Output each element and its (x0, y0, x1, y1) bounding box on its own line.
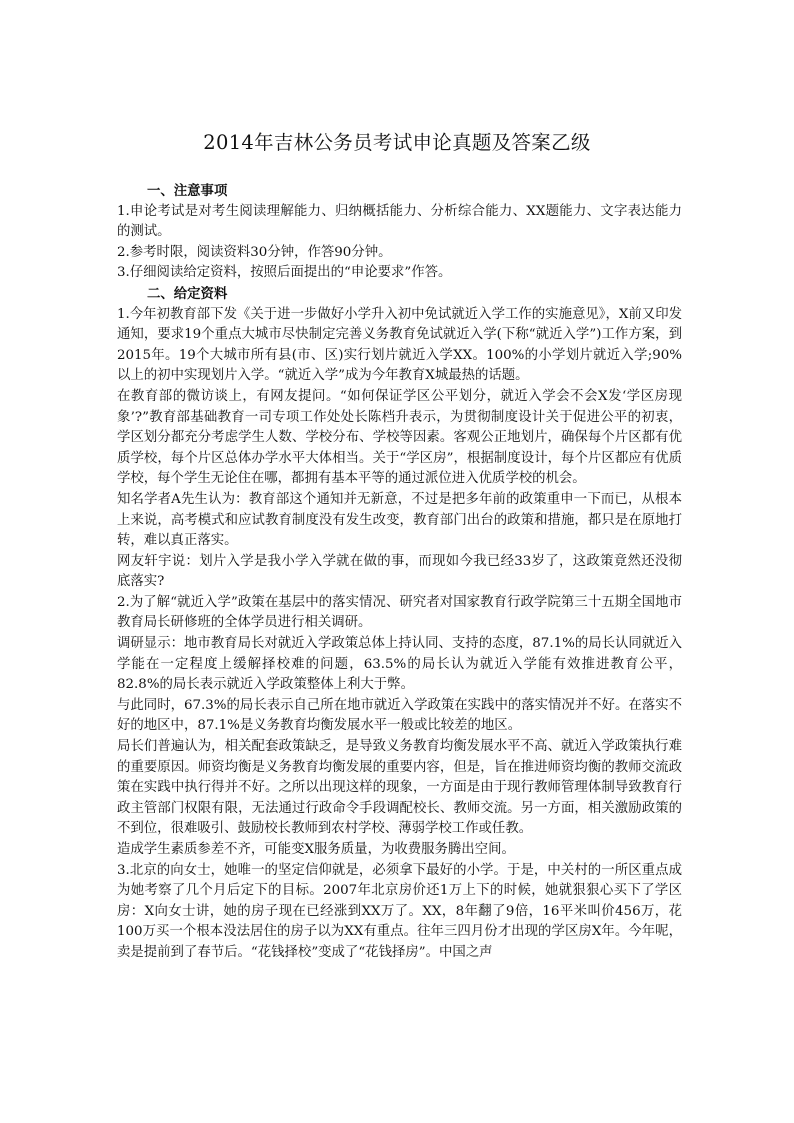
body-paragraph: 造成学生素质参差不齐，可能变X服务质量，为收费服务腾出空间。 (117, 842, 515, 857)
body-paragraph: 知名学者A先生认为：教育部这个通知并无新意，不过是把多年前的政策重申一下而已，从根本上来说，高考模式和应试教育制度没有发生改变，教育部门出台的政策和措施，都只是在原地打转，难以真正落实。 (117, 491, 682, 549)
section-heading: 二、给定资料 (147, 285, 228, 302)
body-paragraph: 网友轩宇说：划片入学是我小学入学就在做的事，而现如今我已经33岁了，这政策竟然还没彻底落实? (117, 553, 682, 590)
body-paragraph: 调研显示：地市教育局长对就近入学政策总体上持认同、支持的态度，87.1%的局长认同就近入学能在一定程度上缓解择校难的问题，63.5%的局长认为就近入学能有效推进教育公平，82.8%的局长表示就近入学政策整体上利大于弊。 (117, 636, 682, 693)
section-heading: 一、注意事项 (147, 183, 228, 199)
body-paragraph: 1.申论考试是对考生阅读理解能力、归纳概括能力、分析综合能力、XX题能力、文字表达能力的测试。 (117, 203, 682, 240)
body-paragraph: 局长们普遍认为，相关配套政策缺乏，是导致义务教育均衡发展水平不高、就近入学政策执行难的重要原因。师资均衡是义务教育均衡发展的重要内容，但是，旨在推进师资均衡的教师交流政策在实践中执行得并不好。之所以出现这样的现象，一方面是由于现行教师管理体制导致教育行政主管部门权限有限，无法通过行政命令手段调配校长、教师交流。另一方面，相关激励政策的不到位，很难吸引、鼓励校长教师到农村学校、薄弱学校工作或任教。 (117, 739, 682, 837)
body-paragraph: 3.仔细阅读给定资料，按照后面提出的“申论要求”作答。 (117, 265, 452, 281)
document-body (117, 181, 682, 964)
body-paragraph: 3.北京的向女士，她唯一的坚定信仰就是，必须拿下最好的小学。于是，中关村的一所区重点成为她考察了几个月后定下的目标。2007年北京房价还1万上下的时候，她就狠狠心买下了学区房：X向女士讲，她的房子现在已经涨到XX万了。XX，8年翻了9倍，16平米叫价456万，花100万买一个根本没法居住的房子以为XX有重点。往年三四月份才出现的学区房X年。今年呢，卖是提前到了春节后。“花钱择校”变成了“花钱择房”。中国之声 (117, 862, 682, 960)
document-title: 2014年吉林公务员考试申论真题及答案乙级 (203, 131, 591, 154)
body-paragraph: 2.参考时限，阅读资料30分钟，作答90分钟。 (117, 244, 392, 260)
body-paragraph: 1.今年初教育部下发《关于进一步做好小学升入初中免试就近入学工作的实施意见》，X前又印发通知，要求19个重点大城市尽快制定完善义务教育免试就近入学(下称“就近入学”)工作方案，到2015年。19个大城市所有县(市、区)实行划片就近入学XX。100%的小学划片就近入学;90%以上的初中实现划片入学。“就近入学”成为今年教育X城最热的话题。 (117, 306, 682, 384)
body-paragraph: 与此同时，67.3%的局长表示自己所在地市就近入学政策在实践中的落实情况并不好。在落实不好的地区中，87.1%是义务教育均衡发展水平一般或比较差的地区。 (117, 697, 682, 734)
body-paragraph: 在教育部的微访谈上，有网友提问。“如何保证学区公平划分，就近入学会不会X发‘学区房现象’?”教育部基础教育一司专项工作处处长陈档升表示，为贯彻制度设计关于促进公平的初衷，学区划分都充分考虑学生人数、学校分布、学校等因素。客观公正地划片，确保每个片区都有优质学校，每个片区总体办学水平大体相当。关于“学区房”，根据制度设计，每个片区都应有优质学校，每个学生无论住在哪，都拥有基本平等的通过派位进入优质学校的机会。 (117, 388, 682, 487)
body-paragraph: 2.为了解“就近入学”政策在基层中的落实情况、研究者对国家教育行政学院第三十五期全国地市教育局长研修班的全体学员进行相关调研。 (117, 594, 682, 631)
